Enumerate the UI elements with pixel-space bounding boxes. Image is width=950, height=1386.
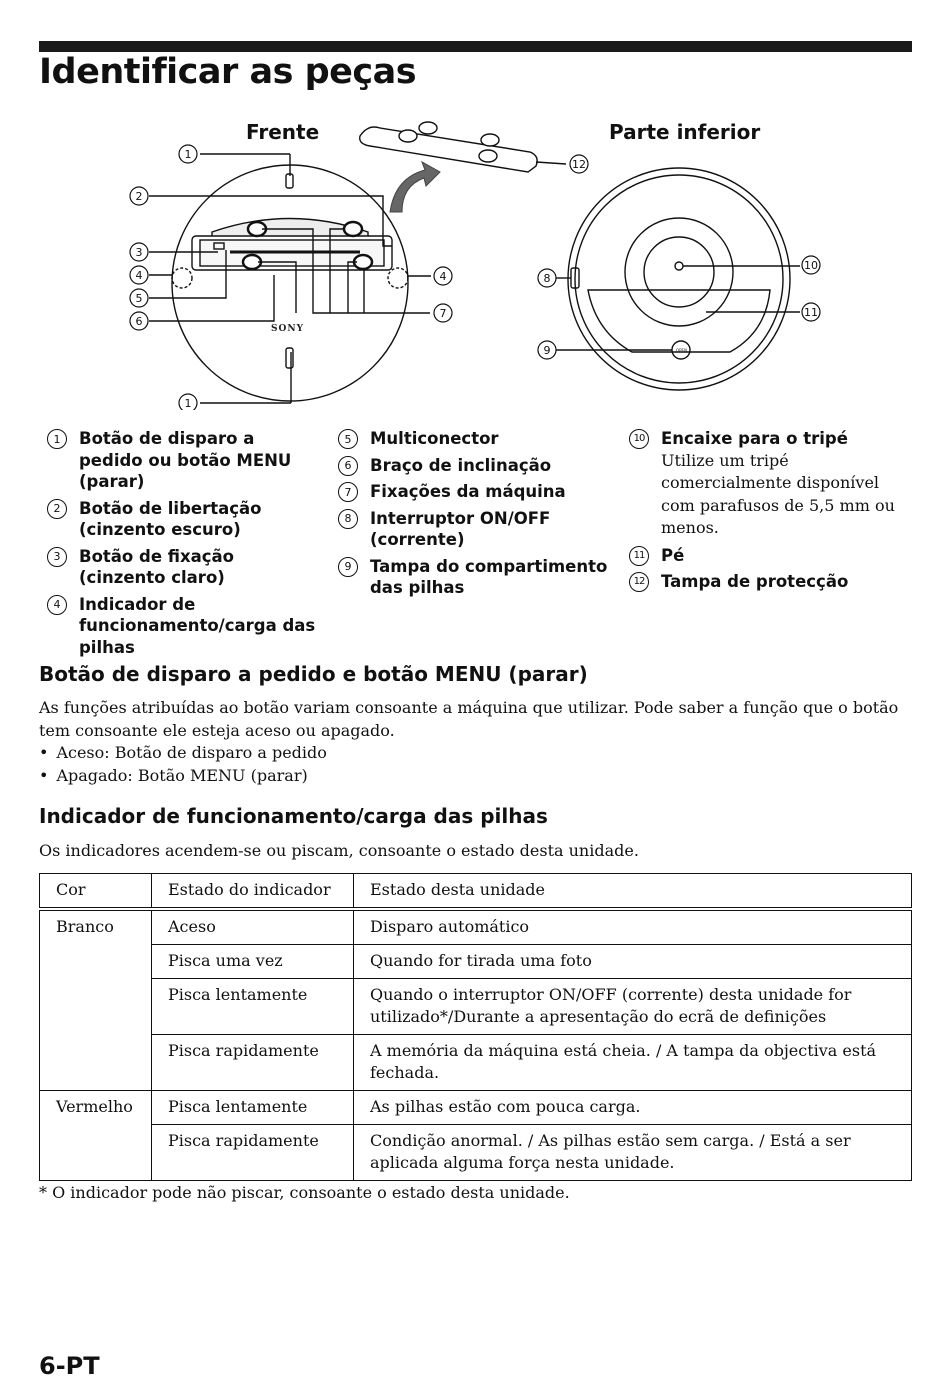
callout-5: 5 xyxy=(135,292,143,305)
table-row xyxy=(40,1091,912,1125)
part-item xyxy=(338,455,613,477)
table-header-cell: Estado desta unidade xyxy=(354,874,912,910)
table-row xyxy=(40,1035,912,1091)
table-cell-state: Aceso xyxy=(152,909,354,945)
part-number: 4 xyxy=(47,595,67,615)
indicator-table xyxy=(39,873,912,1181)
part-item xyxy=(47,546,322,589)
part-item xyxy=(47,594,322,659)
part-number: 7 xyxy=(338,482,358,502)
part-number: 6 xyxy=(338,456,358,476)
table-cell-state: Pisca lentamente xyxy=(152,979,354,1035)
table-row xyxy=(40,979,912,1035)
bottom-label: Parte inferior xyxy=(609,120,761,144)
open-marking: OPEN xyxy=(676,348,688,353)
callout-11: 11 xyxy=(804,306,818,319)
bullet-item: • Apagado: Botão MENU (parar) xyxy=(39,765,327,788)
callout-2: 2 xyxy=(135,190,143,203)
front-view xyxy=(149,154,431,403)
callout-4-left: 4 xyxy=(135,269,143,282)
front-label: Frente xyxy=(246,120,320,144)
table-cell-unit: As pilhas estão com pouca carga. xyxy=(354,1091,912,1125)
table-cell-state: Pisca lentamente xyxy=(152,1091,354,1125)
parts-diagram xyxy=(0,110,950,410)
callout-10: 10 xyxy=(804,259,818,272)
parts-list-col2 xyxy=(338,428,613,604)
part-item xyxy=(338,508,613,551)
part-number: 2 xyxy=(47,499,67,519)
part-item xyxy=(629,571,904,593)
table-cell-state: Pisca uma vez xyxy=(152,945,354,979)
part-item xyxy=(629,428,904,540)
brand-logo: SONY xyxy=(271,324,304,334)
part-number: 5 xyxy=(338,429,358,449)
bullet-list xyxy=(39,742,327,787)
part-number: 10 xyxy=(629,429,649,449)
table-header-cell: Estado do indicador xyxy=(152,874,354,910)
parts-list-col3 xyxy=(629,428,904,598)
callout-1-top: 1 xyxy=(184,148,192,161)
table-cell-unit: A memória da máquina está cheia. / A tampa da objectiva está fechada. xyxy=(354,1035,912,1091)
callout-1-bottom: 1 xyxy=(184,397,192,410)
section-paragraph: As funções atribuídas ao botão variam consoante a máquina que utilizar. Pode saber a função que o botão tem consoante ele esteja aceso ou apagado. xyxy=(39,698,899,740)
table-cell-unit: Disparo automático xyxy=(354,909,912,945)
part-name: Botão de fixação (cinzento claro) xyxy=(79,546,235,587)
part-number: 1 xyxy=(47,429,67,449)
table-header-cell: Cor xyxy=(40,874,152,910)
part-name: Botão de disparo a pedido ou botão MENU (parar) xyxy=(79,429,292,491)
part-name: Tampa de protecção xyxy=(661,572,849,591)
part-number: 8 xyxy=(338,509,358,529)
part-item xyxy=(338,481,613,503)
part-name: Encaixe para o tripé xyxy=(661,429,848,448)
page-number: 6-PT xyxy=(39,1352,100,1380)
parts-list-col1 xyxy=(47,428,322,663)
bullet-item: • Aceso: Botão de disparo a pedido xyxy=(39,742,327,765)
part-number: 11 xyxy=(629,546,649,566)
part-name: Botão de libertação (cinzento escuro) xyxy=(79,498,262,539)
table-cell-state: Pisca rapidamente xyxy=(152,1035,354,1091)
table-cell-state: Pisca rapidamente xyxy=(152,1125,354,1181)
part-item xyxy=(629,545,904,567)
part-item xyxy=(47,498,322,541)
part-description: Utilize um tripé comercialmente disponível com parafusos de 5,5 mm ou menos. xyxy=(661,450,895,537)
part-number: 3 xyxy=(47,547,67,567)
section-heading-indicator: Indicador de funcionamento/carga das pilhas xyxy=(39,804,548,828)
table-row xyxy=(40,1125,912,1181)
part-item xyxy=(338,428,613,450)
table-row xyxy=(40,909,912,945)
part-number: 12 xyxy=(629,572,649,592)
section-paragraph: Os indicadores acendem-se ou piscam, consoante o estado desta unidade. xyxy=(39,841,639,860)
table-cell-unit: Quando for tirada uma foto xyxy=(354,945,912,979)
part-name: Pé xyxy=(661,545,685,565)
bottom-view xyxy=(556,168,800,390)
part-name: Fixações da máquina xyxy=(370,482,566,501)
callout-12: 12 xyxy=(572,158,586,171)
table-cell-unit: Condição anormal. / As pilhas estão sem carga. / Está a ser aplicada alguma força nesta unidade. xyxy=(354,1125,912,1181)
table-header-row xyxy=(40,874,912,910)
remove-arrow-icon xyxy=(390,162,440,212)
part-name: Indicador de funcionamento/carga das pilhas xyxy=(79,594,316,657)
callout-8: 8 xyxy=(543,272,551,285)
section-heading-button: Botão de disparo a pedido e botão MENU (parar) xyxy=(39,662,588,686)
table-cell-color: Branco xyxy=(40,909,152,1091)
part-number: 9 xyxy=(338,557,358,577)
callout-9: 9 xyxy=(543,344,551,357)
footnote: * O indicador pode não piscar, consoante o estado desta unidade. xyxy=(39,1183,570,1202)
page-title: Identificar as peças xyxy=(39,52,417,92)
table-row xyxy=(40,945,912,979)
protective-cap xyxy=(360,122,566,172)
callout-3: 3 xyxy=(135,246,143,259)
table-cell-unit: Quando o interruptor ON/OFF (corrente) desta unidade for utilizado*/Durante a apresentação do ecrã de definições xyxy=(354,979,912,1035)
part-item xyxy=(338,556,613,599)
callout-7: 7 xyxy=(439,307,447,320)
part-name: Interruptor ON/OFF (corrente) xyxy=(370,508,551,549)
callout-4-right: 4 xyxy=(439,270,447,283)
part-name: Tampa do compartimento das pilhas xyxy=(370,556,608,597)
part-item xyxy=(47,428,322,493)
part-name: Braço de inclinação xyxy=(370,455,552,475)
callout-6: 6 xyxy=(135,315,143,328)
top-rule xyxy=(39,41,912,52)
part-name: Multiconector xyxy=(370,429,499,448)
table-cell-color: Vermelho xyxy=(40,1091,152,1181)
